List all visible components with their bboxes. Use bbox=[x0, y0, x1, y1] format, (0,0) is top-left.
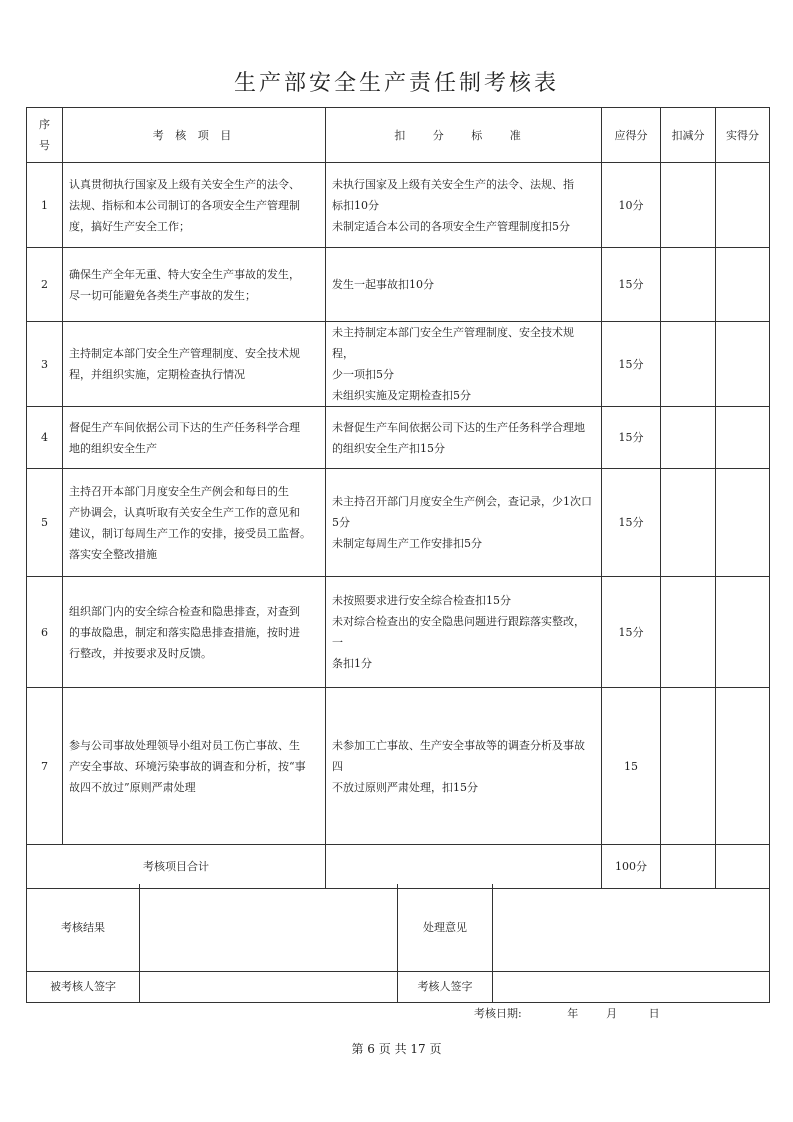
table-row bbox=[27, 688, 770, 845]
row-number: 7 bbox=[27, 688, 63, 845]
assessment-date: 考核日期: 年 月 日 bbox=[474, 1007, 660, 1020]
row-deduct[interactable] bbox=[661, 469, 716, 577]
row-criteria: 未按照要求进行安全综合检查扣15分 未对综合检查出的安全隐患问题进行跟踪落实整改，一 条扣1分 bbox=[326, 577, 602, 688]
header-seq: 序 号 bbox=[27, 108, 63, 163]
row-criteria: 未主持召开部门月度安全生产例会，查记录，少1次口 5分 未制定每周生产工作安排扣5分 bbox=[326, 469, 602, 577]
header-actual: 实得分 bbox=[716, 108, 770, 163]
result-label: 考核结果 bbox=[27, 884, 140, 971]
total-actual[interactable] bbox=[716, 845, 770, 889]
opinion-label: 处理意见 bbox=[398, 884, 493, 971]
row-number: 6 bbox=[27, 577, 63, 688]
row-score: 15分 bbox=[602, 469, 661, 577]
row-number: 4 bbox=[27, 407, 63, 469]
row-deduct[interactable] bbox=[661, 248, 716, 322]
row-criteria: 未参加工亡事故、生产安全事故等的调查分析及事故四 不放过原则严肃处理，扣15分 bbox=[326, 688, 602, 845]
row-item: 参与公司事故处理领导小组对员工伤亡事故、生 产安全事故、环境污染事故的调查和分析，按“事 故四不放过”原则严肃处理 bbox=[63, 688, 326, 845]
row-item: 主持召开本部门月度安全生产例会和每日的生 产协调会，认真听取有关安全生产工作的意见和 建议，制订每周生产工作的安排，接受员工监督。 落实安全整改措施 bbox=[63, 469, 326, 577]
table-row bbox=[27, 163, 770, 248]
row-item: 督促生产车间依据公司下达的生产任务科学合理 地的组织安全生产 bbox=[63, 407, 326, 469]
row-actual[interactable] bbox=[716, 407, 770, 469]
total-criteria-field bbox=[326, 845, 602, 889]
row-actual[interactable] bbox=[716, 163, 770, 248]
row-number: 3 bbox=[27, 322, 63, 407]
row-deduct[interactable] bbox=[661, 577, 716, 688]
assessment-table bbox=[26, 107, 770, 889]
page-title: 生产部安全生产责任制考核表 bbox=[233, 71, 559, 96]
row-deduct[interactable] bbox=[661, 688, 716, 845]
row-deduct[interactable] bbox=[661, 322, 716, 407]
header-row bbox=[27, 108, 770, 163]
row-number: 5 bbox=[27, 469, 63, 577]
table-row bbox=[27, 469, 770, 577]
row-item: 认真贯彻执行国家及上级有关安全生产的法令、 法规、指标和本公司制订的各项安全生产管理制 度，搞好生产安全工作； bbox=[63, 163, 326, 248]
row-criteria: 未执行国家及上级有关安全生产的法令、法规、指 标扣10分 未制定适合本公司的各项安全生产管理制度扣5分 bbox=[326, 163, 602, 248]
row-criteria: 发生一起事故扣10分 bbox=[326, 248, 602, 322]
row-number: 2 bbox=[27, 248, 63, 322]
examiner-signature-field[interactable] bbox=[493, 971, 770, 1002]
table-row bbox=[27, 407, 770, 469]
page-footer: 第 6 页 共 17 页 bbox=[351, 1042, 442, 1056]
total-deduct[interactable] bbox=[661, 845, 716, 889]
row-actual[interactable] bbox=[716, 688, 770, 845]
result-table bbox=[26, 884, 770, 1003]
row-criteria: 未督促生产车间依据公司下达的生产任务科学合理地 的组织安全生产扣15分 bbox=[326, 407, 602, 469]
row-score: 10分 bbox=[602, 163, 661, 248]
header-item: 考 核 项 目 bbox=[63, 108, 326, 163]
row-number: 1 bbox=[27, 163, 63, 248]
examiner-signature-label: 考核人签字 bbox=[398, 971, 493, 1002]
row-actual[interactable] bbox=[716, 248, 770, 322]
table-row bbox=[27, 248, 770, 322]
total-row bbox=[27, 845, 770, 889]
row-item: 确保生产全年无重、特大安全生产事故的发生， 尽一切可能避免各类生产事故的发生； bbox=[63, 248, 326, 322]
row-deduct[interactable] bbox=[661, 407, 716, 469]
header-deduct: 扣减分 bbox=[661, 108, 716, 163]
total-label: 考核项目合计 bbox=[27, 845, 326, 889]
row-item: 组织部门内的安全综合检查和隐患排查，对查到 的事故隐患，制定和落实隐患排查措施，按时进 行整改，并按要求及时反馈。 bbox=[63, 577, 326, 688]
row-deduct[interactable] bbox=[661, 163, 716, 248]
header-criteria: 扣 分 标 准 bbox=[326, 108, 602, 163]
table-row bbox=[27, 577, 770, 688]
result-field[interactable] bbox=[140, 884, 398, 971]
row-score: 15分 bbox=[602, 577, 661, 688]
row-item: 主持制定本部门安全生产管理制度、安全技术规 程，并组织实施，定期检查执行情况 bbox=[63, 322, 326, 407]
examinee-signature-field[interactable] bbox=[140, 971, 398, 1002]
opinion-field[interactable] bbox=[493, 884, 770, 971]
row-score: 15分 bbox=[602, 322, 661, 407]
row-score: 15分 bbox=[602, 407, 661, 469]
row-score: 15分 bbox=[602, 248, 661, 322]
row-actual[interactable] bbox=[716, 469, 770, 577]
examinee-signature-label: 被考核人签字 bbox=[27, 971, 140, 1002]
row-criteria: 未主持制定本部门安全生产管理制度、安全技术规程， 少一项扣5分 未组织实施及定期检查扣5分 bbox=[326, 322, 602, 407]
row-actual[interactable] bbox=[716, 577, 770, 688]
row-score: 15 bbox=[602, 688, 661, 845]
row-actual[interactable] bbox=[716, 322, 770, 407]
header-should: 应得分 bbox=[602, 108, 661, 163]
total-score: 100分 bbox=[602, 845, 661, 889]
table-row bbox=[27, 322, 770, 407]
